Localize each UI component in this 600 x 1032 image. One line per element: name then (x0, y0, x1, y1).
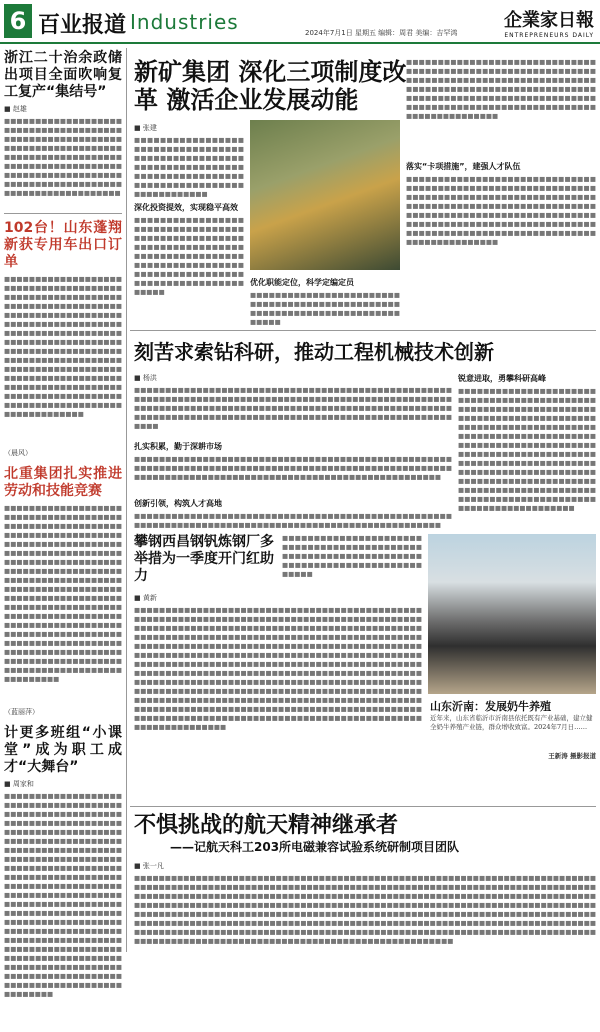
masthead (0, 0, 600, 42)
mid-byline: ■ 杨洪 (134, 374, 157, 382)
masthead-rule (0, 42, 600, 44)
mid-body: ■ 杨洪 ■■■■■■■■■■■■■■■■■■■■■■■■■■■■■■■■■■■■■■■■■■■■■■■■■■■■■■■■■■■■■■■■■■■■■■■■■■■■■■■■■■■■■■■■■■■■■■■■■■■■■■■■■■■■■■■■■■■■■■■■■■■■■■■■■■■■■■■■■■■■■■■■■■■■■■■■■■■■■■■■■■■■■■■■■■■■■■■■■■■■■■■■■■■■■■■■■■■■■■■■■■■■■■■■ 扎实积累，勤于深耕市场 ■■■■■■■■■■■■■■■■■■■■■■■■■■■■■■■■■■■■■■■■■■■■■■■■■■■■■■■■■■■■■■■■■■■■■■■■■■■■■■■■■■■■■■■■■■■■■■■■■■■■■■■■■■■■■■■■■■■■■■■■■■■■■■■■■■■■■■■■■■■■■■■■■■■■■■■■ 创新引领，构筑人才高地 ■■■■■■■■■■■■■■■■■■■■■■■■■■■■■■■■■■■■■■■■■■■■■■■■■■■■■■■■■■■■■■■■■■■■■■■■■■■■■■■■■■■■■■■■■■■■■■■■■■■■■ (134, 374, 452, 529)
mid-subhead-1: 扎实积累，勤于深耕市场 (134, 442, 222, 451)
photo-caption-text: 近年来，山东省临沂市沂南县依托既有产业基础，建立健全奶牛养殖产业链，群众增收致富。2024年7月日…… (430, 714, 593, 731)
lower-body-top: ■■■■■■■■■■■■■■■■■■■■■■■■■■■■■■■■■■■■■■■■■■■■■■■■■■■■■■■■■■■■■■■■■■■■■■■■■■■■■■■■■■■■■■■■■■■■■ (282, 534, 422, 578)
story2-body: ■■■■■■■■■■■■■■■■■■■■■■■■■■■■■■■■■■■■■■■■■■■■■■■■■■■■■■■■■■■■■■■■■■■■■■■■■■■■■■■■■■■■■■■■■■■■■■■■■■■■■■■■■■■■■■■■■■■■■■■■■■■■■■■■■■■■■■■■■■■■■■■■■■■■■■■■■■■■■■■■■■■■■■■■■■■■■■■■■■■■■■■■■■■■■■■■■■■■■■■■■■■■■■■■■■■■■■■■■■■■■■■■■■■■■■■■■■■■■■■■■■■■■■■■■■■■■■■■■■■■■■■■■■■■■■■■■■■■■■■■■■■■■■■■■■■■■■■■■■ (4, 275, 122, 418)
top-headline: 新矿集团 深化三项制度改革 激活企业发展动能 (134, 58, 407, 114)
top-body-mid: 优化职能定位，科学定编定员 ■■■■■■■■■■■■■■■■■■■■■■■■■■■■■■■■■■■■■■■■■■■■■■■■■■■■■■■■■■■■■■■■■■■■■■■■■■■■■ (250, 278, 400, 326)
story2-headline: 102台！山东蓬翔新获专用车出口订单 (4, 220, 122, 270)
cows-photo (428, 534, 596, 694)
top-subhead-1: 深化投资提效，实现稳平高效 (134, 203, 238, 212)
story4-body: ■■■■■■■■■■■■■■■■■■■■■■■■■■■■■■■■■■■■■■■■■■■■■■■■■■■■■■■■■■■■■■■■■■■■■■■■■■■■■■■■■■■■■■■■■■■■■■■■■■■■■■■■■■■■■■■■■■■■■■■■■■■■■■■■■■■■■■■■■■■■■■■■■■■■■■■■■■■■■■■■■■■■■■■■■■■■■■■■■■■■■■■■■■■■■■■■■■■■■■■■■■■■■■■■■■■■■■■■■■■■■■■■■■■■■■■■■■■■■■■■■■■■■■■■■■■■■■■■■■■■■■■■■■■■■■■■■■■■■■■■■■■■■■■■■■■■■■■■■■■■■■■■■■■■■■■■■■■■■■■■■■■■■■■■■■■■■■■■■■■■■■■■■■■■■■■■■■■■■■■■■■■■■■■■■■■■■■■■■■■■■■■■■■■■■■■■■■■■■■■■■■■■■■■■■■■■■■■■■■■■■■■■■■ (4, 792, 122, 998)
photo-title: 山东沂南：发展奶牛养殖 (430, 700, 551, 713)
story4-byline: ■ 周家和 (4, 780, 34, 788)
story3-byline: （蓝丽萍） (4, 708, 39, 716)
bottom-headline: 不惧挑战的航天精神继承者 (134, 813, 399, 838)
top-byline: ■ 张建 (134, 124, 157, 132)
lower-byline: ■ 黄新 (134, 594, 157, 602)
left-column (4, 50, 122, 998)
bottom-divider (130, 806, 596, 807)
photo-caption (430, 714, 596, 750)
top-body-left: ■ 张建 ■■■■■■■■■■■■■■■■■■■■■■■■■■■■■■■■■■■■■■■■■■■■■■■■■■■■■■■■■■■■■■■■■■■■■■■■■■■■■■■■■■■■■■■■■■■■■■■■■■■■■■■■■■■■■■■■■■ 深化投资提效，实现稳平高效 ■■■■■■■■■■■■■■■■■■■■■■■■■■■■■■■■■■■■■■■■■■■■■■■■■■■■■■■■■■■■■■■■■■■■■■■■■■■■■■■■■■■■■■■■■■■■■■■■■■■■■■■■■■■■■■■■■■■■■■■■■■■■■■■■■■■■■■■■■■■■■ (134, 124, 244, 296)
top-subhead-2: 优化职能定位，科学定编定员 (250, 278, 354, 287)
top-subhead-3: 落实“卡项措施”，建强人才队伍 (406, 162, 521, 171)
story3-body: ■■■■■■■■■■■■■■■■■■■■■■■■■■■■■■■■■■■■■■■■■■■■■■■■■■■■■■■■■■■■■■■■■■■■■■■■■■■■■■■■■■■■■■■■■■■■■■■■■■■■■■■■■■■■■■■■■■■■■■■■■■■■■■■■■■■■■■■■■■■■■■■■■■■■■■■■■■■■■■■■■■■■■■■■■■■■■■■■■■■■■■■■■■■■■■■■■■■■■■■■■■■■■■■■■■■■■■■■■■■■■■■■■■■■■■■■■■■■■■■■■■■■■■■■■■■■■■■■■■■■■■■■■■■■■■■■■■■■■■■■■■■■■■■■■■■■■■■■■■■■■■■■■■■■■■■■■■■■■■■■■■■■■■■■■■■■■■■■■■■■■■■■■■■■■■■■■■■■■■■■■■■■■■■■■■ (4, 504, 122, 683)
lower-headline: 攀钢西昌钢钒炼钢厂多举措为一季度开门红助力 (134, 534, 274, 584)
story1-headline: 浙江二十治余政储出项目全面吹响复工复产“集结号” (4, 50, 122, 100)
story3-headline: 北重集团扎实推进劳动和技能竞赛 (4, 466, 122, 499)
brand-name: 企業家日報 (504, 10, 594, 31)
brand-logo (504, 6, 594, 39)
mid-subhead-3: 锐意进取，勇攀科研高峰 (458, 374, 546, 383)
section-title-en: Industries (130, 10, 239, 34)
brand-name-en: ENTREPRENEURS DAILY (504, 32, 594, 39)
mid-subhead-2: 创新引领，构筑人才高地 (134, 499, 222, 508)
bottom-byline: ■ 张一凡 (134, 862, 164, 870)
story4-headline: 计更多班组“小课堂”成为职工成才“大舞台” (4, 725, 122, 775)
bottom-body: ■ 张一凡 ■■■■■■■■■■■■■■■■■■■■■■■■■■■■■■■■■■■■■■■■■■■■■■■■■■■■■■■■■■■■■■■■■■■■■■■■■■■■■■■■■■■■■■■■■■■■■■■■■■■■■■■■■■■■■■■■■■■■■■■■■■■■■■■■■■■■■■■■■■■■■■■■■■■■■■■■■■■■■■■■■■■■■■■■■■■■■■■■■■■■■■■■■■■■■■■■■■■■■■■■■■■■■■■■■■■■■■■■■■■■■■■■■■■■■■■■■■■■■■■■■■■■■■■■■■■■■■■■■■■■■■■■■■■■■■■■■■■■■■■■■■■■■■■■■■■■■■■■■■■■■■■■■■■■■■■■■■■■■■■■■■■■■■■■■■■■■■■■■■■■■■■■■■■■■■■■■■■■■■■■■■■■■■■■■■■■■■■■■■■■■■■■■■■■■■■■■■■■■■■■■■■■■■■■■■■■■■■■■■■■■■■■■■■■■■■■■■■■■■■■■■■■■■■■■■■■■■■■■■■■■■■■■■■■■■■■■■■■■■■■■■■■■■■■■■■■■■■■■■■■■■■■■■■■■■■■■■■■■■■■■■■■■■■■■■■■■■■■■■■■■■■■■■■■■■■■■■■■■■■■■■■■■■■■■■■■■■■■■ (134, 862, 596, 945)
mid-headline: 刻苦求索钻科研，推动工程机械技术创新 (134, 340, 494, 364)
section-title: 百业报道 (38, 13, 127, 38)
bottom-subheadline: ——记航天科工203所电磁兼容试验系统研制项目团队 (170, 840, 460, 854)
column-divider (126, 48, 127, 952)
story1-byline: ■ 赵雄 (4, 105, 27, 113)
story2-byline: （晨风） (4, 449, 32, 457)
mid-body-right: 锐意进取，勇攀科研高峰 ■■■■■■■■■■■■■■■■■■■■■■■■■■■■■■■■■■■■■■■■■■■■■■■■■■■■■■■■■■■■■■■■■■■■■■■■■■■■■■■■■■■■■■■■■■■■■■■■■■■■■■■■■■■■■■■■■■■■■■■■■■■■■■■■■■■■■■■■■■■■■■■■■■■■■■■■■■■■■■■■■■■■■■■■■■■■■■■■■■■■■■■■■■■■■■■■■■■■■■■■■■■■■■■■■■■■■■■■■■■■■■■■■■■■■■■■■■■■■■■■■■■■■■■■■■■■■■■■■■■■■■■■■■■■■■■■■■■■■■■■■■■■■■■■■■■■■■■■■■■■■■■■■ (458, 374, 596, 512)
story1-body: ■■■■■■■■■■■■■■■■■■■■■■■■■■■■■■■■■■■■■■■■■■■■■■■■■■■■■■■■■■■■■■■■■■■■■■■■■■■■■■■■■■■■■■■■■■■■■■■■■■■■■■■■■■■■■■■■■■■■■■■■■■■■■■■■■■■■■■■■■■■■■■■■■■■■■■■■■■■■■■■■■■■■■■■■■■■ (4, 117, 122, 197)
photo-credit: 王新涛 摄影报道 (548, 752, 596, 760)
lower-body: ■ 黄新 ■■■■■■■■■■■■■■■■■■■■■■■■■■■■■■■■■■■■■■■■■■■■■■■■■■■■■■■■■■■■■■■■■■■■■■■■■■■■■■■■■■■■■■■■■■■■■■■■■■■■■■■■■■■■■■■■■■■■■■■■■■■■■■■■■■■■■■■■■■■■■■■■■■■■■■■■■■■■■■■■■■■■■■■■■■■■■■■■■■■■■■■■■■■■■■■■■■■■■■■■■■■■■■■■■■■■■■■■■■■■■■■■■■■■■■■■■■■■■■■■■■■■■■■■■■■■■■■■■■■■■■■■■■■■■■■■■■■■■■■■■■■■■■■■■■■■■■■■■■■■■■■■■■■■■■■■■■■■■■■■■■■■■■■■■■■■■■■■■■■■■■■■■■■■■■■■■■■■■■■■■■■■■■■■■■■■■■■■■■■■■■■■■■■■■■■■■■■■■■■■■■■■■■■■■■■■■■■■■■■■■■■■■■■■■■■■■■■■■■■■■■■■■■■■■■■■■■■■■■■■■■■■■■■■■■■■■■■■■■■■■■■■■■■■■■■■■■■■■■■■■■■■■■■■■■■■■■■■■■■■■■■■■■■■■■■■■■■■■■■■■■■■■■■■■■■■■■■■■■■■■■■■■■■■■■■■■■■■■■■■■■■■■■■■■■■■■■■■■■■■■■■■■■■■■■■■■ (134, 594, 422, 731)
page-number: 6 (4, 4, 32, 38)
dateline: 2024年7月1日 星期五 编辑：周君 美编：吉罕鸿 (305, 29, 458, 37)
top-body-right: ■■■■■■■■■■■■■■■■■■■■■■■■■■■■■■■■■■■■■■■■■■■■■■■■■■■■■■■■■■■■■■■■■■■■■■■■■■■■■■■■■■■■■■■■■■■■■■■■■■■■■■■■■■■■■■■■■■■■■■■■■■■■■■■■■■■■■■■■■■■■■■■■■■■■■■■■■■■■■■■■■■■■■■■■■■■■■■■■■■■■■■■■■■■■■■■■■■■ 落实“卡项措施”，建强人才队伍 ■■■■■■■■■■■■■■■■■■■■■■■■■■■■■■■■■■■■■■■■■■■■■■■■■■■■■■■■■■■■■■■■■■■■■■■■■■■■■■■■■■■■■■■■■■■■■■■■■■■■■■■■■■■■■■■■■■■■■■■■■■■■■■■■■■■■■■■■■■■■■■■■■■■■■■■■■■■■■■■■■■■■■■■■■■■■■■■■■■■■■■■■■■■■■■■■■■■■■■■■■■■■■■■■■■■■■■■■■■■■■■■■■ (406, 58, 596, 246)
section-divider (130, 330, 596, 331)
mining-photo (250, 120, 400, 270)
